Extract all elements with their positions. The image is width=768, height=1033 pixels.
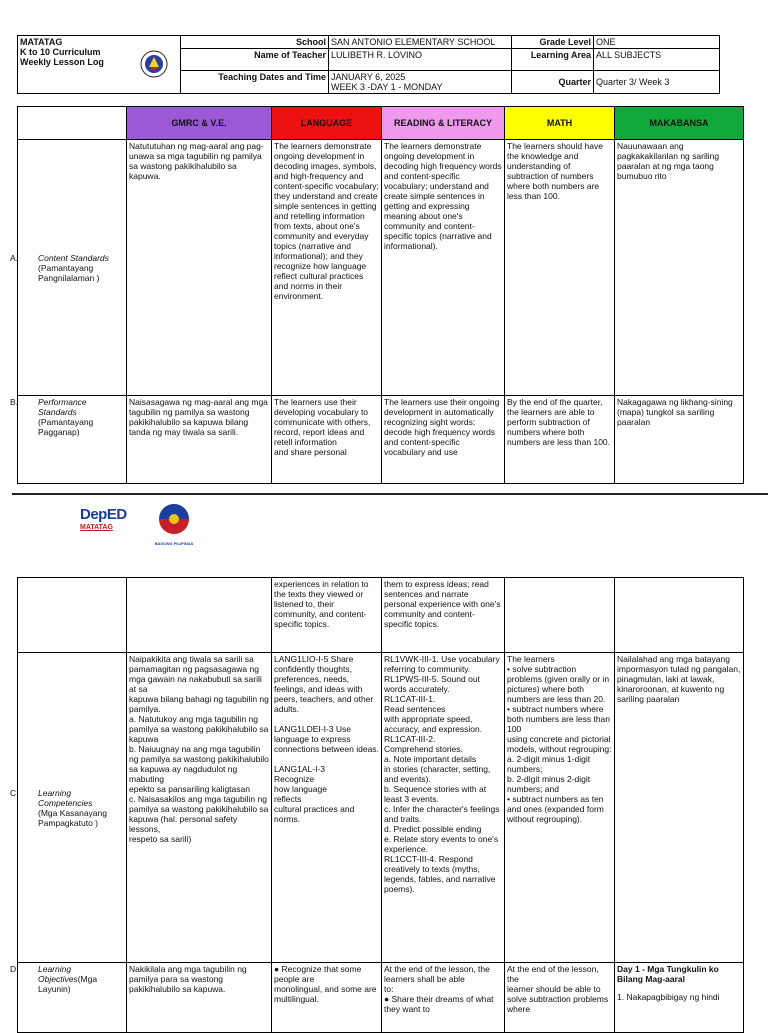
competencies-math: The learners • solve subtraction problems (given orally or in pictures) where both numbers are less than 20. • subtract numbers where both numbers are less than 100 using concrete and pictorial models, without regrouping: a. 2-digit minus 1-digit numbers; b. 2-digit minus 2-digit numbers; and • subtract numbers as ten and ones (expanded form without regrouping). (505, 653, 615, 963)
page-divider (12, 493, 768, 495)
dates-label: Teaching Dates and Time (181, 71, 329, 94)
teacher-label: Name of Teacher (181, 49, 329, 71)
objectives-language: ● Recognize that some people are monolingual, and some are multilingual. (272, 963, 382, 1033)
bagong-pilipinas-logo (148, 502, 200, 546)
makabansa-day-title: Day 1 - Mga Tungkulin ko Bilang Mag-aaral (617, 964, 719, 984)
performance-standards-row (18, 396, 744, 484)
bagong-pilipinas-icon (148, 502, 200, 536)
competencies-reading: RL1VWK-III-1. Use vocabulary referring to community. RL1PWS-III-5. Sound out words accurately. RL1CAT-III-1. Read sentences with appropriate speed, accuracy, and expression. RL1CAT-III-2. Comprehend stories. a. Note important details in stories (character, setting, and events). b. Sequence stories with at least 3 events. c. Infer the character's feelings and traits. d. Predict possible ending e. Relate story events to one's experience. RL1CCT-III-4. Respond creatively to texts (myths, legends, fables, and narrative poems). (382, 653, 505, 963)
bagong-pilipinas-text: BAGONG PILIPINAS (154, 541, 194, 546)
lesson-table-page2 (10, 577, 744, 1033)
deped-matatag-logo (80, 507, 140, 543)
lesson-table-page1 (10, 106, 744, 484)
content-makabansa: Nauunawaan ang pagkakakilanlan ng sariling paaralan at ng mga taong bumubuo rito (615, 140, 744, 396)
content-math: The learners should have the knowledge and understanding of subtraction of numbers where both numbers are less than 100. (505, 140, 615, 396)
objectives-gmrc: Nakikilala ang mga tagubilin ng pamilya para sa wastong pakikihalubilo sa kapuwa. (127, 963, 272, 1033)
competencies-makabansa: Nailalahad ang mga batayang impormasyon tulad ng pangalan, pinagmulan, laki at lawak, kinaroroonan, at kuwento ng sariling paaralan (615, 653, 744, 963)
blank-header-cell (18, 107, 127, 140)
performance-reading: The learners use their ongoing development in automatically recognizing sight words; decode high frequency words and content-specific vocabulary and use (382, 396, 505, 484)
quarter-label: Quarter (512, 71, 594, 94)
area-label: Learning Area (512, 49, 594, 71)
learning-objectives-label: D. Learning Objectives(Mga Layunin) (18, 963, 127, 1033)
learning-objectives-row (18, 963, 744, 1033)
content-reading: The learners demonstrate ongoing development in decoding high frequency words and content-specific vocabulary; understand and create simple sentences in getting and expressing meaning about one's community and content-specific topics (narrative and informational). (382, 140, 505, 396)
learning-competencies-label: C. Learning Competencies (Mga Kasanayang Pampagkatuto ) (18, 653, 127, 963)
grade-label: Grade Level (512, 36, 594, 49)
performance-language: The learners use their developing vocabulary to communicate with others, record, report ideas and retell information and share personal (272, 396, 382, 484)
teacher-value: LULIBETH R. LOVINO (329, 49, 512, 71)
content-gmrc: Natututuhan ng mag-aaral ang pag-unawa sa mga tagubilin ng pamilya sa wastong pakikihalubilo sa kapuwa. (127, 140, 272, 396)
objectives-reading: At the end of the lesson, the learners shall be able to: ● Share their dreams of what they want to (382, 963, 505, 1033)
makabansa-objective-text: 1. Nakapagbibigay ng hindi (617, 992, 720, 1002)
subject-math: MATH (505, 107, 615, 140)
objectives-makabansa (615, 963, 744, 1033)
cont-math (505, 578, 615, 653)
cont-gmrc (127, 578, 272, 653)
content-language: The learners demonstrate ongoing development in decoding images, symbols, and high-frequency and content-specific vocabulary; they understand and create simple sentences in getting and retelling information from texts, about one's community and everyday topics (narrative and informational); and they recognize how language reflect cultural practices and norms in their environment. (272, 140, 382, 396)
matatag-logo-text: MATATAG (80, 524, 113, 531)
subject-makabansa: MAKABANSA (615, 107, 744, 140)
header-table (17, 35, 720, 94)
area-value: ALL SUBJECTS (594, 49, 720, 71)
performance-makabansa: Nakagagawa ng likhang-sining (mapa) tungkol sa sariling paaralan (615, 396, 744, 484)
quarter-value: Quarter 3/ Week 3 (594, 71, 720, 94)
cont-language: experiences in relation to the texts they viewed or listened to, their community, and content-specific topics. (272, 578, 382, 653)
subject-language: LANGUAGE (272, 107, 382, 140)
school-value: SAN ANTONIO ELEMENTARY SCHOOL (329, 36, 512, 49)
dates-value: JANUARY 6, 2025 WEEK 3 -DAY 1 - MONDAY (329, 71, 512, 94)
competencies-gmrc: Naipakikita ang tiwala sa sarili sa pamamagitan ng pagsasagawa ng mga gawain na nakabubuti sa sarili at sa kapuwa bilang bahagi ng tagubilin ng pamilya. a. Natutukoy ang mga tagubilin ng pamilya sa wastong pakikihalubilo sa kapuwa b. Naiuugnay na ang mga tagubilin ng pamilya sa wastong pakikihalubilo sa kapuwa ay nagdudulot ng mabuting epekto sa pansariling kaligtasan c. Naisasakilos ang mga tagubilin ng pamilya sa wastong pakikihalubilo sa kapuwa (hal. personal safety lessons, respeto sa sarili) (127, 653, 272, 963)
content-standards-row (18, 140, 744, 396)
competencies-language: LANG1LIO-I-5 Share confidently thoughts, preferences, needs, feelings, and ideas with peers, teachers, and other adults. LANG1LDEI-I-3 Use language to express connections between ideas. LANG1AL-I-3 Recognize how language reflects cultural practices and norms. (272, 653, 382, 963)
cont-makabansa (615, 578, 744, 653)
deped-seal-icon (140, 50, 168, 78)
subject-header-row (18, 107, 744, 140)
school-label: School (181, 36, 329, 49)
deped-logo-text: DepED (80, 506, 127, 523)
objectives-math: At the end of the lesson, the learner should be able to solve subtraction problems where (505, 963, 615, 1033)
performance-standards-label: B. Performance Standards (Pamantayang Pagganap) (18, 396, 127, 484)
content-standards-label: A. Content Standards (Pamantayang Pangnilalaman ) (18, 140, 127, 396)
cont-reading: them to express ideas; read sentences and narrate personal experience with one's community and content-specific topics. (382, 578, 505, 653)
subject-reading: READING & LITERACY (382, 107, 505, 140)
continuation-row (18, 578, 744, 653)
performance-gmrc: Naisasagawa ng mag-aaral ang mga tagubilin ng pamilya sa wastong pakikihalubilo sa kapuwa bilang tanda ng may tiwala sa sarili. (127, 396, 272, 484)
learning-competencies-row (18, 653, 744, 963)
performance-math: By the end of the quarter, the learners are able to perform subtraction of numbers where both numbers are less than 100. (505, 396, 615, 484)
document-title: MATATAG K to 10 Curriculum Weekly Lesson Log (18, 36, 129, 94)
deped-seal (129, 36, 181, 94)
grade-value: ONE (594, 36, 720, 49)
cont-label (18, 578, 127, 653)
subject-gmrc: GMRC & V.E. (127, 107, 272, 140)
